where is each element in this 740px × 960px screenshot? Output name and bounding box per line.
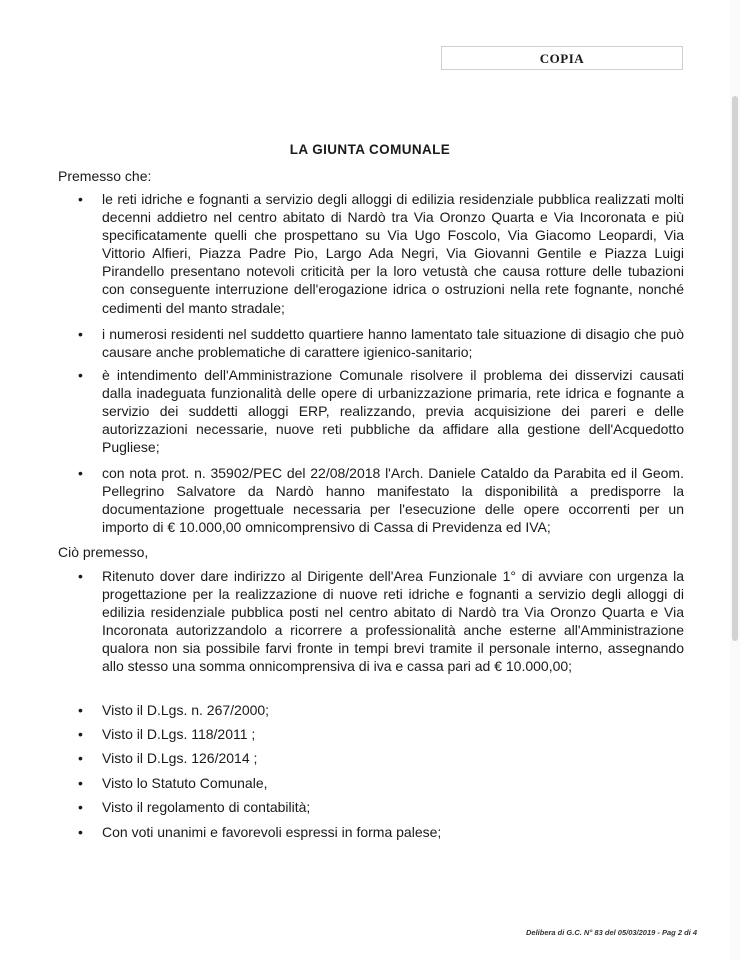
bullet-icon: •	[78, 824, 83, 840]
list-item-text: Visto il D.Lgs. n. 267/2000;	[102, 702, 270, 718]
bullet-icon: •	[78, 775, 83, 791]
bullet-icon: •	[78, 568, 83, 584]
bullet-icon: •	[78, 326, 83, 342]
list-item-text: le reti idriche e fognanti a servizio degli alloggi di edilizia residenziale pubblica realizzati molti decenni addietro nel centro abitato di Nardò tra Via Oronzo Quarta e Via Incoronata e più specificatamente quelli che prospettano su Via Ugo Foscolo, Via Giacomo Leopardi, Via Vittorio Alfieri, Piazza Padre Pio, Largo Ada Negri, Via Giovanni Gentile e Piazza Luigi Pirandello presentano notevoli criticità per la loro vetustà che causa rotture delle tubazioni con conseguente interruzione dell'erogazione idrica o ostruzioni nella rete fognante, nonché cedimenti del manto stradale;	[102, 191, 684, 316]
bullet-icon: •	[78, 465, 83, 481]
bullet-icon: •	[78, 702, 83, 718]
list-item-text: Visto lo Statuto Comunale,	[102, 775, 268, 791]
page-footer: Delibera di G.C. N° 83 del 05/03/2019 - Pag 2 di 4	[526, 928, 697, 937]
list-item-text: Visto il regolamento di contabilità;	[102, 799, 311, 815]
scrollbar-thumb[interactable]	[732, 96, 738, 641]
bullet-icon: •	[78, 191, 83, 207]
bullet-icon: •	[78, 799, 83, 815]
list-item-text: Visto il D.Lgs. 118/2011 ;	[102, 726, 256, 742]
list-item-text: Ritenuto dover dare indirizzo al Dirigente dell'Area Funzionale 1° di avviare con urgenza la progettazione per la realizzazione di nuove reti idriche e fognanti a servizio degli alloggi di edilizia residenziale pubblica posti nel centro abitato di Nardò tra Via Oronzo Quarta e Via Incoronata autorizzandolo a ricorrere a professionalità anche esterne all'Amministrazione qualora non sia possibile farvi fronte in tempi brevi tramite il personale interno, assegnando allo stesso una somma onnicomprensiva di iva e cassa pari ad € 10.000,00;	[102, 568, 684, 675]
bullet-icon: •	[78, 367, 83, 383]
bullet-icon: •	[78, 726, 83, 742]
document-title: LA GIUNTA COMUNALE	[289, 142, 451, 157]
list-item-text: i numerosi residenti nel suddetto quartiere hanno lamentato tale situazione di disagio che può causare anche problematiche di carattere igienico-sanitario;	[102, 326, 684, 361]
bullet-icon: •	[78, 750, 83, 766]
copy-stamp: COPIA	[441, 46, 683, 70]
list-item-text: Con voti unanimi e favorevoli espressi in forma palese;	[102, 824, 442, 840]
list-item-text: è intendimento dell'Amministrazione Comunale risolvere il problema dei disservizi causati dalla inadeguata funzionalità delle opere di urbanizzazione primaria, rete idrica e fognante a servizio dei suddetti alloggi ERP, realizzando, previa acquisizione dei pareri e delle autorizzazioni necessarie, nuove reti pubbliche da affidare alla gestione dell'Acquedotto Pugliese;	[102, 367, 684, 456]
intro-text: Premesso che:	[58, 168, 152, 184]
list-item-text: Visto il D.Lgs. 126/2014 ;	[102, 750, 258, 766]
list-item-text: con nota prot. n. 35902/PEC del 22/08/2018 l'Arch. Daniele Cataldo da Parabita ed il Geom. Pellegrino Salvatore da Nardò hanno manifestato la disponibilità a predisporre la documentazione progettuale necessaria per l'esecuzione delle opere occorrenti per un importo di € 10.000,00 omnicomprensivo di Cassa di Previdenza ed IVA;	[102, 465, 684, 536]
transition-text: Ciò premesso,	[58, 544, 149, 560]
